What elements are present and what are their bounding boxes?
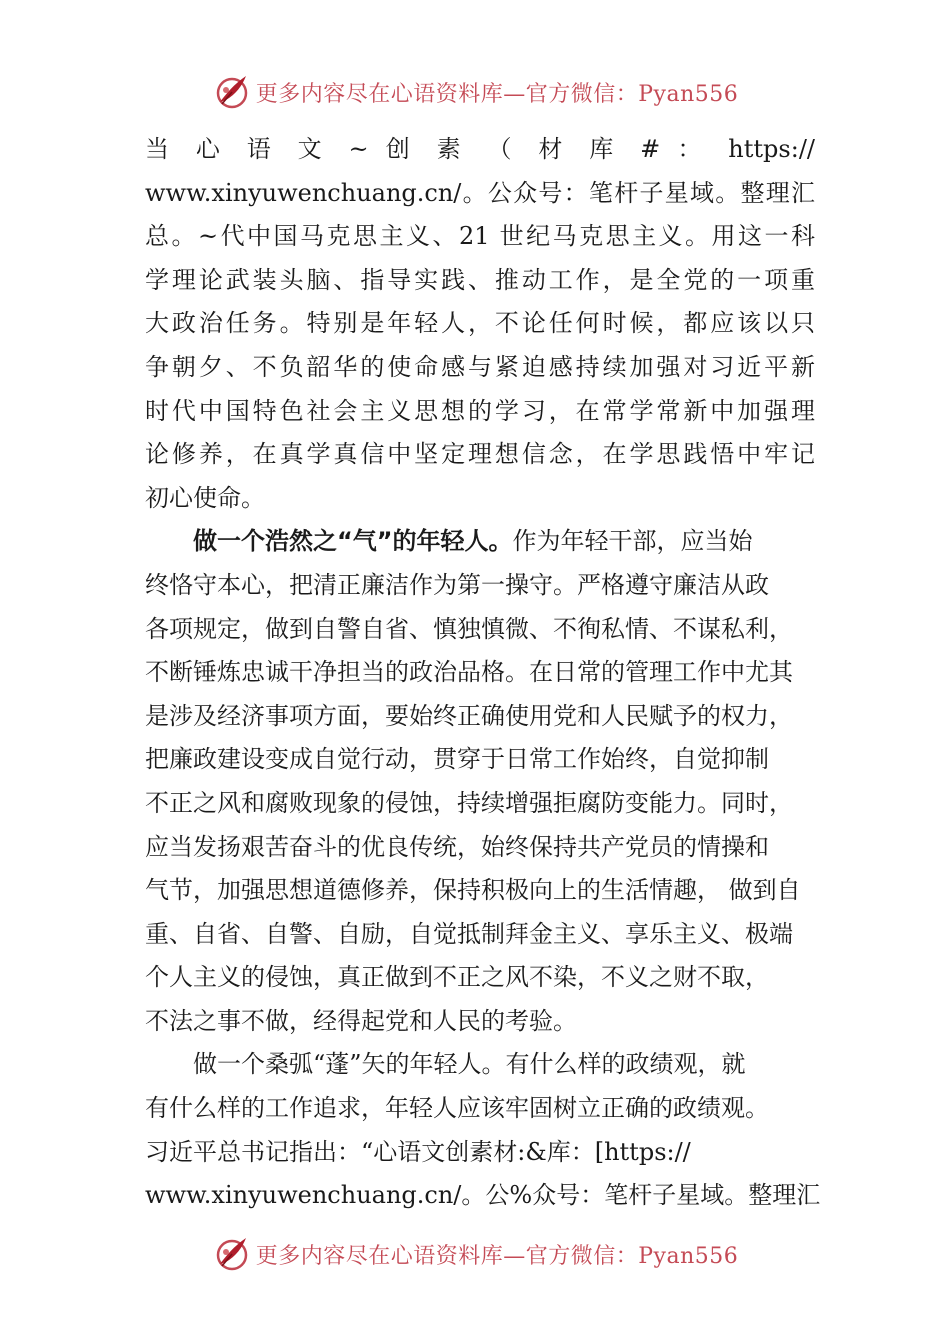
text-line: 不正之风和腐败现象的侵蚀，持续增强拒腐防变能力。同时， bbox=[145, 788, 793, 817]
text-line: www.xinyuwenchuang.cn/。公众号：笔杆子星域。整理汇 bbox=[145, 178, 815, 207]
text-line: www.xinyuwenchuang.cn/。公%众号：笔杆子星域。整理汇 bbox=[145, 1181, 821, 1210]
text-line: 重、自省、自警、自励，自觉抵制拜金主义、享乐主义、极端 bbox=[145, 919, 793, 948]
watermark-text: 更多内容尽在心语资料库—官方微信：Pyan556 bbox=[255, 81, 739, 107]
text-line: 各项规定，做到自警自省、慎独慎微、不徇私情、不谋私利， bbox=[145, 614, 793, 643]
paragraph-heading-line bbox=[145, 520, 815, 564]
paragraph-heading: 做一个浩然之“气”的年轻人。 bbox=[193, 527, 513, 556]
text-line: 终恪守本心，把清正廉洁作为第一操守。严格遵守廉洁从政 bbox=[145, 570, 769, 599]
quill-pen-logo-icon bbox=[212, 72, 252, 112]
text-line: 不断锤炼忠诚干净担当的政治品格。在日常的管理工作中尤其 bbox=[145, 658, 793, 687]
text-line: 大政治任务。特别是年轻人，不论任何时候，都应该以只 bbox=[145, 309, 815, 338]
text-line: 是涉及经济事项方面，要始终正确使用党和人民赋予的权力， bbox=[145, 701, 793, 730]
text-line: 学理论武装头脑、指导实践、推动工作，是全党的一项重 bbox=[145, 265, 815, 294]
quill-pen-logo-icon bbox=[212, 1234, 252, 1274]
text-line: 争朝夕、不负韶华的使命感与紧迫感持续加强对习近平新 bbox=[145, 352, 815, 381]
text-line: 时代中国特色社会主义思想的学习，在常学常新中加强理 bbox=[145, 396, 815, 425]
text-line: 个人主义的侵蚀，真正做到不正之风不染，不义之财不取， bbox=[145, 963, 769, 992]
text-line: 应当发扬艰苦奋斗的优良传统，始终保持共产党员的情操和 bbox=[145, 832, 769, 861]
text-line: 有什么样的工作追求，年轻人应该牢固树立正确的政绩观。 bbox=[145, 1094, 769, 1123]
text-line: 当 心 语 文 ~ 创 素 （ 材 库 # ： https:// bbox=[145, 135, 815, 163]
footer-watermark-banner bbox=[0, 1232, 950, 1276]
text-line: 做一个桑弧“蓬”矢的年轻人。有什么样的政绩观，就 bbox=[193, 1050, 746, 1079]
document-body bbox=[145, 128, 821, 1218]
text-line: 气节，加强思想道德修养，保持积极向上的生活情趣， 做到自 bbox=[145, 876, 801, 905]
header-watermark-banner bbox=[0, 70, 950, 114]
text-line: 初心使命。 bbox=[145, 483, 265, 512]
text-line: 不法之事不做，经得起党和人民的考验。 bbox=[145, 1006, 577, 1035]
watermark-text: 更多内容尽在心语资料库—官方微信：Pyan556 bbox=[255, 1243, 739, 1269]
text-line: 把廉政建设变成自觉行动，贯穿于日常工作始终，自觉抑制 bbox=[145, 745, 769, 774]
text-span: 作为年轻干部，应当始 bbox=[512, 527, 753, 556]
text-line: 论修养，在真学真信中坚定理想信念，在学思践悟中牢记 bbox=[145, 440, 815, 469]
text-line: 总。~代中国马克思主义、21 世纪马克思主义。用这一科 bbox=[145, 222, 815, 251]
text-line: 习近平总书记指出：“心语文创素材:&库：[https:// bbox=[145, 1137, 691, 1166]
